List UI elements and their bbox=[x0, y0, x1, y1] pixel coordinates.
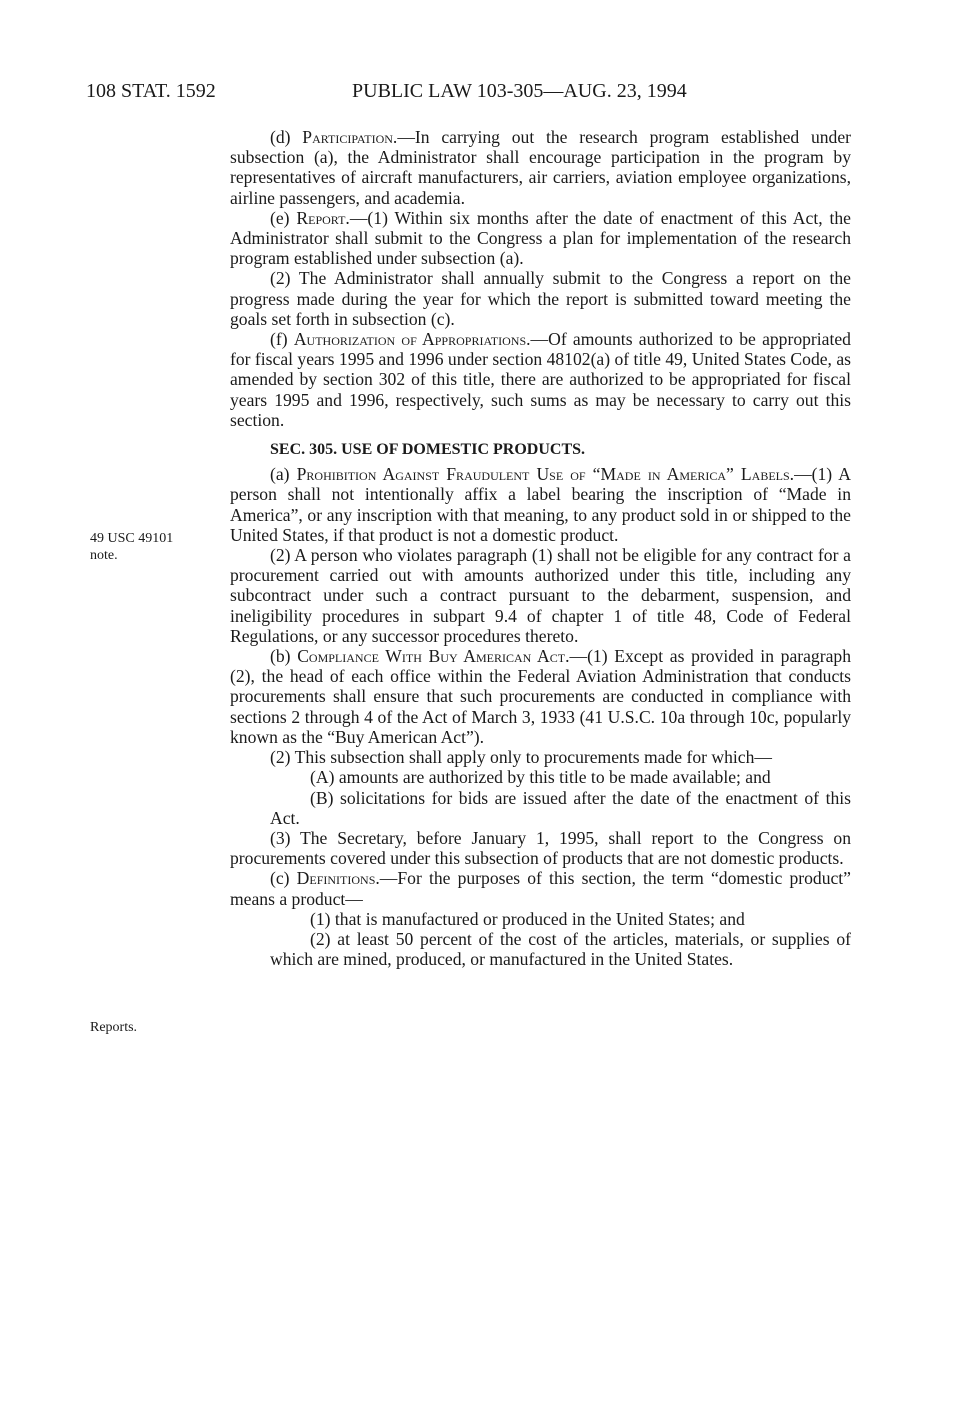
paragraph-e2: (2) The Administrator shall annually submit to the Congress a report on the progress made during the year for which the report is submitted toward meeting the goals set forth in subsection (c). bbox=[230, 268, 851, 329]
statute-page-number: 108 STAT. 1592 bbox=[86, 80, 216, 102]
paragraph-c: (c) Definitions.—For the purposes of this section, the term “domestic product” means a product— bbox=[230, 868, 851, 909]
paragraph-c1: (1) that is manufactured or produced in the United States; and bbox=[310, 908, 745, 929]
caption-prohibition: Prohibition Against Fraudulent Use of “Made in America” Labels. bbox=[296, 464, 795, 485]
paragraph-d: (d) Participation.—In carrying out the research program established under subsection (a), the Administrator shall encourage participation in the program by representatives of aircraft manufacturers, air carriers, aviation employee organizations, airline passengers, and academia. bbox=[230, 127, 852, 208]
paragraph-b2a: (A) amounts are authorized by this title to be made available; and bbox=[310, 767, 771, 788]
paragraph-b1: (b) Compliance With Buy American Act.—(1) Except as provided in paragraph (2), the head of each office within the Federal Aviation Administration that conducts procurements shall ensure that such procurements are conducted in compliance with sections 2 through 4 of the Act of March 3, 1933 (41 U.S.C. 10a through 10c, popularly known as the “Buy American Act”). bbox=[230, 646, 851, 747]
body-text bbox=[230, 127, 851, 969]
paragraph-b2: (2) This subsection shall apply only to procurements made for which— bbox=[270, 747, 772, 768]
section-heading: SEC. 305. USE OF DOMESTIC PRODUCTS. bbox=[270, 441, 586, 459]
margin-note-reports: Reports. bbox=[90, 1020, 138, 1035]
margin-note-usc bbox=[90, 530, 173, 564]
caption-compliance: Compliance With Buy American Act. bbox=[297, 646, 570, 667]
caption-participation: Participation. bbox=[302, 127, 398, 147]
margin-note-usc-cite: 49 USC 49101 bbox=[90, 531, 174, 546]
margin-note-usc-note: note. bbox=[90, 548, 118, 563]
caption-authorization: Authorization of Appropriations. bbox=[293, 329, 531, 350]
caption-definitions: Definitions. bbox=[296, 868, 380, 889]
paragraph-c2: (2) at least 50 percent of the cost of the articles, materials, or supplies of which are mined, produced, or manufactured in the United States. bbox=[270, 928, 851, 970]
paragraph-b2b: (B) solicitations for bids are issued after the date of the enactment of this Act. bbox=[270, 787, 851, 828]
running-header bbox=[86, 80, 886, 110]
paragraph-e1: (e) Report.—(1) Within six months after the date of enactment of this Act, the Administrator shall submit to the Congress a plan for implementation of the research program established under subsection (a). bbox=[230, 207, 851, 269]
paragraph-a2: (2) A person who violates paragraph (1) shall not be eligible for any contract for a procurement carried out with amounts authorized under this title, including any subcontract under such a contract pursuant to the debarment, suspension, and ineligibility procedures in subpart 9.4 of chapter 1 of title 48, Code of Federal Regulations, or any successor procedures thereto. bbox=[230, 545, 851, 646]
paragraph-b3: (3) The Secretary, before January 1, 1995, shall report to the Congress on procurements covered under this subsection of products that are not domestic products. bbox=[230, 827, 851, 869]
paragraph-f: (f) Authorization of Appropriations.—Of amounts authorized to be appropriated for fiscal years 1995 and 1996 under section 48102(a) of title 49, United States Code, as amended by section 302 of this title, there are authorized to be appropriated for fiscal years 1995 and 1996, respectively, such sums as may be necessary to carry out this section. bbox=[230, 329, 852, 430]
law-title: PUBLIC LAW 103-305—AUG. 23, 1994 bbox=[352, 80, 687, 102]
caption-report: Report. bbox=[296, 207, 350, 228]
paragraph-a1: (a) Prohibition Against Fraudulent Use of “Made in America” Labels.—(1) A person shall not intentionally affix a label bearing the inscription of “Made in America”, or any inscription with that meaning, to any product sold in or shipped to the United States, if that product is not a domestic product. bbox=[230, 464, 851, 545]
